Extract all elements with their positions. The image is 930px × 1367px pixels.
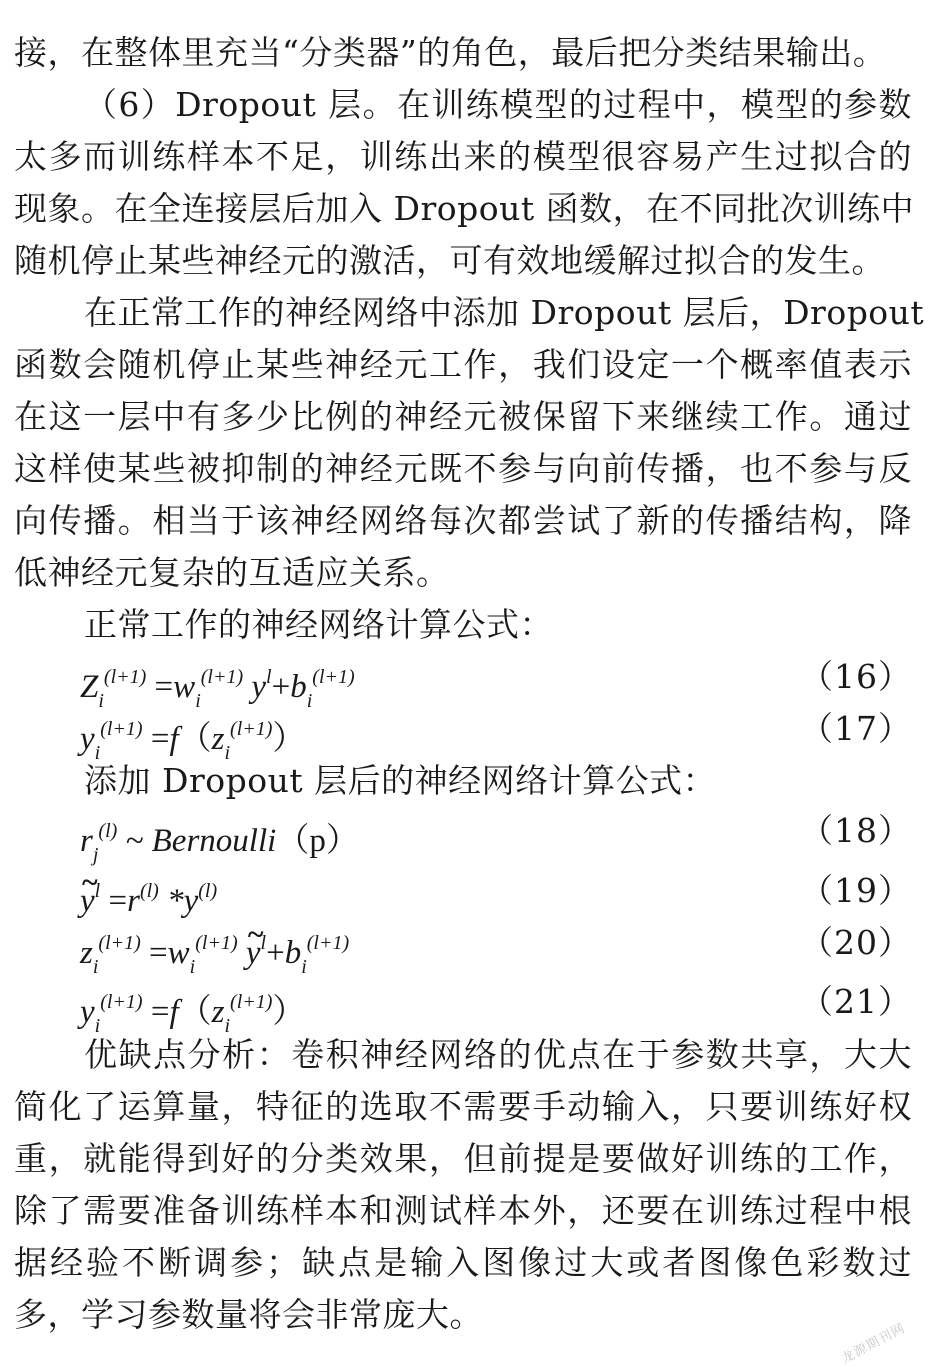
- text-line: 随机停止某些神经元的激活，可有效地缓解过拟合的发生。: [14, 241, 885, 280]
- text-line: 低神经元复杂的互适应关系。: [14, 553, 450, 592]
- tilde-y: ~ y: [246, 927, 261, 979]
- formula-label: 添加 Dropout 层后的神经网络计算公式：: [84, 761, 717, 800]
- equation-number: （20）: [800, 923, 912, 962]
- text-line: 现象。在全连接层后加入 Dropout 函数，在不同批次训练中: [14, 189, 915, 228]
- watermark: 龙源期刊网: [839, 1320, 908, 1367]
- formula-label: 正常工作的神经网络计算公式：: [84, 605, 553, 644]
- equation-17: $y_i^{(l+1)} =f(z_i^{(l+1)})$ （17）: [14, 703, 912, 755]
- equation-number: （18）: [800, 811, 912, 850]
- text-line: 在这一层中有多少比例的神经元被保留下来继续工作。通过: [14, 397, 912, 436]
- equation-number: （21）: [800, 982, 912, 1021]
- text-line: 除了需要准备训练样本和测试样本外，还要在训练过程中根: [14, 1191, 912, 1230]
- equation-16: $Z_i^{(l+1)} =w_i^{(l+1)}$ $y^l+b_i^{(l+1)}$ （16）: [14, 651, 912, 703]
- text-line: 据经验不断调参；缺点是输入图像过大或者图像色彩数过: [14, 1243, 912, 1282]
- equation-19: ~ $y^l =r^{(l)}$ $*y^{(l)}$ （19）: [14, 865, 912, 917]
- text-line: 函数会随机停止某些神经元工作，我们设定一个概率值表示: [14, 345, 912, 384]
- equation-18: $r_j^{(l)}$ ~ Bernoulli（p） （18）: [14, 805, 912, 857]
- text-line: 简化了运算量，特征的选取不需要手动输入，只要训练好权: [14, 1087, 912, 1126]
- text-line: （6）Dropout 层。在训练模型的过程中，模型的参数: [84, 85, 912, 124]
- text-line: 多，学习参数量将会非常庞大。: [14, 1295, 483, 1334]
- equation-21: $y_i^{(l+1)} =f(z_i^{(l+1)})$ （21）: [14, 976, 912, 1028]
- equation-number: （17）: [800, 709, 912, 748]
- text-line: 太多而训练样本不足，训练出来的模型很容易产生过拟合的: [14, 137, 912, 176]
- text-line: 接，在整体里充当“分类器”的角色，最后把分类结果输出。: [14, 33, 887, 72]
- equation-number: （16）: [800, 657, 912, 696]
- text-line: 向传播。相当于该神经网络每次都尝试了新的传播结构，降: [14, 501, 912, 540]
- text-line: 优缺点分析：卷积神经网络的优点在于参数共享，大大: [84, 1035, 912, 1074]
- equation-20: $z_i^{(l+1)} =w_i^{(l+1)}$ ~ $y^l+b_i^{(l+1)}$ （20）: [14, 917, 912, 969]
- tilde-y: ~ y: [80, 875, 95, 927]
- text-line: 重，就能得到好的分类效果，但前提是要做好训练的工作，: [14, 1139, 912, 1178]
- equation-number: （19）: [800, 871, 912, 910]
- text-line: 这样使某些被抑制的神经元既不参与向前传播，也不参与反: [14, 449, 912, 488]
- text-line: 在正常工作的神经网络中添加 Dropout 层后，Dropout: [84, 293, 925, 332]
